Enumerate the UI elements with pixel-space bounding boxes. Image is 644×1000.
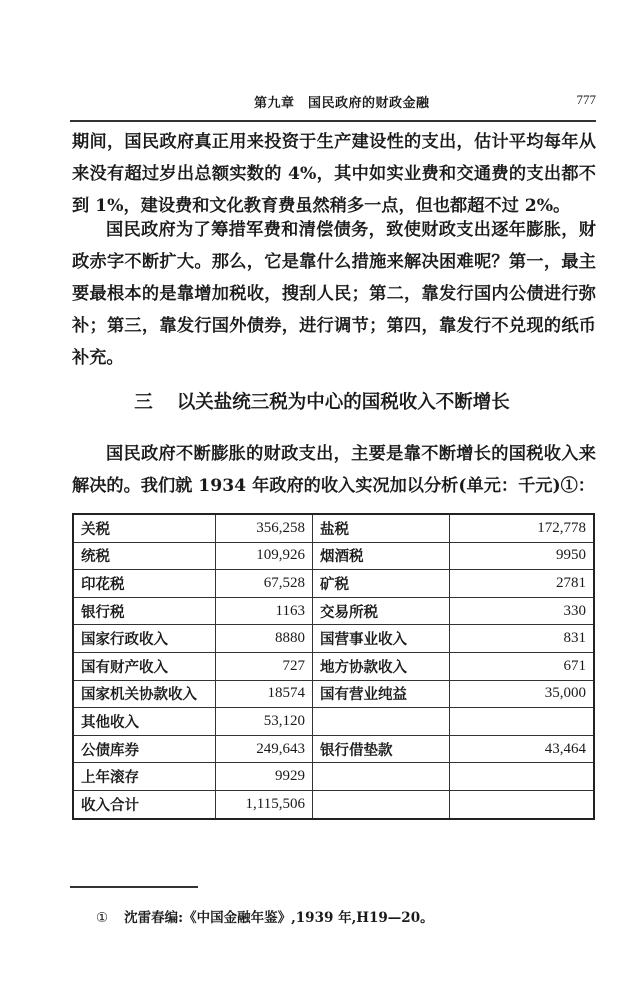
row-label-2: 银行借垫款 xyxy=(313,735,450,763)
row-value-2 xyxy=(450,763,595,791)
row-label: 国有财产收入 xyxy=(73,652,216,680)
row-label-2: 国营事业收入 xyxy=(313,625,450,653)
row-value-2: 43,464 xyxy=(450,735,595,763)
row-label: 上年滚存 xyxy=(73,763,216,791)
row-value-2: 330 xyxy=(450,597,595,625)
chapter-title: 第九章 国民政府的财政金融 xyxy=(254,96,430,111)
row-value: 9929 xyxy=(216,763,313,791)
table-row xyxy=(73,625,594,653)
row-label-2: 国有营业纯益 xyxy=(313,680,450,708)
section-number: 三 xyxy=(134,392,153,413)
section-title: 以关盐统三税为中心的国税收入不断增长 xyxy=(176,392,510,413)
row-label-2: 盐税 xyxy=(313,514,450,542)
table-row xyxy=(73,708,594,736)
table-row xyxy=(73,790,594,818)
footnote-text: 沈雷春编:《中国金融年鉴》,1939 年,H19—20。 xyxy=(124,910,434,926)
paragraph-2: 国民政府为了筹措军费和清偿债务，致使财政支出逐年膨胀，财政赤字不断扩大。那么，它是靠什么措施来解决困难呢？第一，最主要最根本的是靠增加税收，搜刮人民；第二，靠发行国内公债进行弥补；第三，靠发行国外债券，进行调节；第四，靠发行不兑现的纸币补充。 xyxy=(72,220,596,368)
footnote xyxy=(96,906,434,926)
table-row xyxy=(73,652,594,680)
row-label-2 xyxy=(313,708,450,736)
row-label: 收入合计 xyxy=(73,790,216,818)
row-value: 8880 xyxy=(216,625,313,653)
table-row xyxy=(73,680,594,708)
row-label: 印花税 xyxy=(73,570,216,598)
footnote-rule xyxy=(70,886,198,888)
revenue-table xyxy=(72,513,595,820)
row-value-2: 9950 xyxy=(450,542,595,570)
row-value: 53,120 xyxy=(216,708,313,736)
row-value-2: 172,778 xyxy=(450,514,595,542)
row-label-2: 地方协款收入 xyxy=(313,652,450,680)
row-label: 其他收入 xyxy=(73,708,216,736)
page-number: 777 xyxy=(576,92,596,107)
row-value-2: 35,000 xyxy=(450,680,595,708)
row-label: 国家机关协款收入 xyxy=(73,680,216,708)
row-label-2 xyxy=(313,763,450,791)
row-value: 356,258 xyxy=(216,514,313,542)
row-value-2: 671 xyxy=(450,652,595,680)
row-label: 银行税 xyxy=(73,597,216,625)
row-label-2: 交易所税 xyxy=(313,597,450,625)
row-value-2: 2781 xyxy=(450,570,595,598)
row-label: 统税 xyxy=(73,542,216,570)
row-label: 公债库券 xyxy=(73,735,216,763)
row-value-2 xyxy=(450,708,595,736)
table-row xyxy=(73,763,594,791)
row-value: 249,643 xyxy=(216,735,313,763)
table-row xyxy=(73,542,594,570)
row-value: 67,528 xyxy=(216,570,313,598)
row-value: 727 xyxy=(216,652,313,680)
row-value-2 xyxy=(450,790,595,818)
table-row xyxy=(73,570,594,598)
row-value: 1163 xyxy=(216,597,313,625)
table-row xyxy=(73,597,594,625)
row-label-2: 矿税 xyxy=(313,570,450,598)
row-label: 关税 xyxy=(73,514,216,542)
row-label: 国家行政收入 xyxy=(73,625,216,653)
table-row xyxy=(73,735,594,763)
section-heading xyxy=(0,388,644,414)
footnote-mark: ① xyxy=(96,910,109,926)
paragraph-1: 期间，国民政府真正用来投资于生产建设性的支出，估计平均每年从来没有超过岁出总额实数的 4%，其中如实业费和交通费的支出都不到 1%，建设费和文化教育费虽然稍多一点，但也都超不过 2%。 xyxy=(72,132,596,216)
row-value-2: 831 xyxy=(450,625,595,653)
row-label-2 xyxy=(313,790,450,818)
table-row xyxy=(73,514,594,542)
intro-paragraph: 国民政府不断膨胀的财政支出，主要是靠不断增长的国税收入来解决的。我们就 1934 年政府的收入实况加以分析(单元：千元)①： xyxy=(72,444,596,496)
header-rule xyxy=(70,120,596,122)
row-value: 18574 xyxy=(216,680,313,708)
row-value: 1,115,506 xyxy=(216,790,313,818)
row-label-2: 烟酒税 xyxy=(313,542,450,570)
running-header xyxy=(70,92,596,114)
row-value: 109,926 xyxy=(216,542,313,570)
